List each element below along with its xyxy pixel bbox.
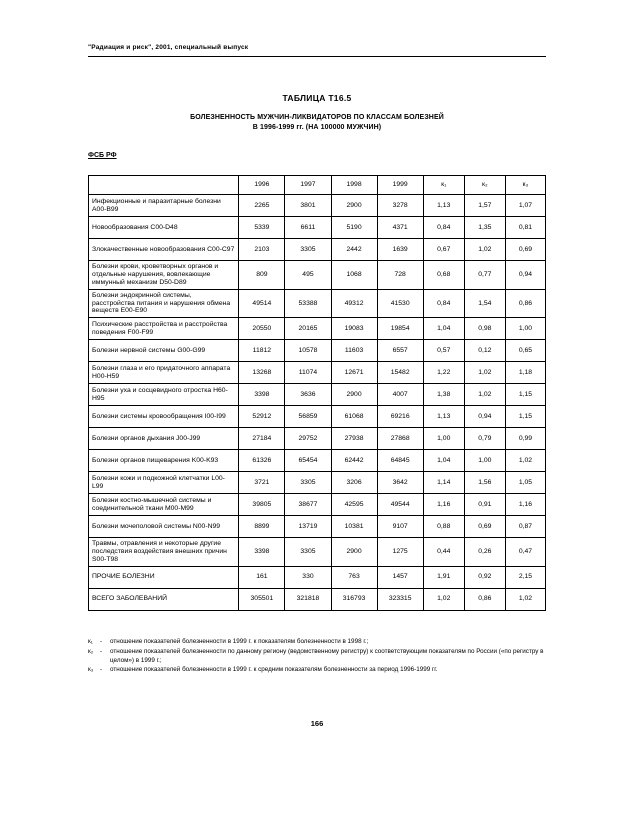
header-cell: 1999 [377, 176, 423, 195]
row-label: Болезни нервной системы G00-G99 [89, 340, 239, 362]
row-label: Болезни крови, кроветворных органов и отдельные нарушения, вовлекающие иммунный механизм D50-D89 [89, 261, 239, 290]
cell-value: 27938 [331, 428, 377, 450]
cell-value: 13719 [285, 516, 331, 538]
table-body [89, 195, 546, 611]
cell-value: 1,91 [423, 566, 464, 588]
cell-value: 3636 [285, 384, 331, 406]
table-row [89, 472, 546, 494]
table-row [89, 217, 546, 239]
cell-value: 1,13 [423, 195, 464, 217]
cell-value: 52912 [239, 406, 285, 428]
row-label: Болезни органов пищеварения K00-K93 [89, 450, 239, 472]
cell-value: 2900 [331, 195, 377, 217]
footnote [88, 648, 546, 666]
cell-value: 29752 [285, 428, 331, 450]
cell-value: 42595 [331, 494, 377, 516]
footnote-dash: - [100, 647, 103, 655]
table-row [89, 566, 546, 588]
cell-value: 0,94 [505, 261, 545, 290]
cell-value: 3801 [285, 195, 331, 217]
header-cell: 1996 [239, 176, 285, 195]
cell-value: 1,04 [423, 450, 464, 472]
cell-value: 6611 [285, 217, 331, 239]
table-header [89, 176, 546, 195]
cell-value: 20165 [285, 318, 331, 340]
cell-value: 2900 [331, 538, 377, 567]
footnote-marker: к₁ [88, 637, 93, 645]
cell-value: 5339 [239, 217, 285, 239]
cell-value: 1,14 [423, 472, 464, 494]
table-row [89, 340, 546, 362]
row-label: Болезни уха и сосцевидного отростка H60-H95 [89, 384, 239, 406]
footnote [88, 666, 546, 675]
cell-value: 10381 [331, 516, 377, 538]
cell-value: 15482 [377, 362, 423, 384]
cell-value: 0,84 [423, 289, 464, 318]
table-header-row [89, 176, 546, 195]
header-cell: 1997 [285, 176, 331, 195]
table-row [89, 384, 546, 406]
row-label: Болезни мочеполовой системы N00-N99 [89, 516, 239, 538]
table-row [89, 239, 546, 261]
cell-value: 27184 [239, 428, 285, 450]
cell-value: 0,99 [505, 428, 545, 450]
cell-value: 0,86 [505, 289, 545, 318]
cell-value: 53388 [285, 289, 331, 318]
cell-value: 0,87 [505, 516, 545, 538]
cell-value: 1,15 [505, 406, 545, 428]
cell-value: 38677 [285, 494, 331, 516]
cell-value: 3398 [239, 538, 285, 567]
cell-value: 41530 [377, 289, 423, 318]
header-cell-empty [89, 176, 239, 195]
document-page [88, 44, 546, 728]
page-number: 166 [310, 719, 324, 729]
cell-value: 1,15 [505, 384, 545, 406]
cell-value: 1275 [377, 538, 423, 567]
cell-value: 3206 [331, 472, 377, 494]
table-row [89, 428, 546, 450]
cell-value: 20550 [239, 318, 285, 340]
cell-value: 809 [239, 261, 285, 290]
cell-value: 61068 [331, 406, 377, 428]
cell-value: 0,68 [423, 261, 464, 290]
cell-value: 323315 [377, 588, 423, 610]
row-label: Психические расстройства и расстройства поведения F00-F99 [89, 318, 239, 340]
cell-value: 495 [285, 261, 331, 290]
cell-value: 61326 [239, 450, 285, 472]
row-label: Новообразования C00-D48 [89, 217, 239, 239]
cell-value: 0,57 [423, 340, 464, 362]
footnote-text: отношение показателей болезненности в 1999 г. к средним показателям болезненности за период 1996-1999 гг. [110, 666, 438, 674]
cell-value: 1,38 [423, 384, 464, 406]
table-title: ТАБЛИЦА Т16.5 [282, 93, 352, 103]
cell-value: 1457 [377, 566, 423, 588]
footnote [88, 638, 546, 647]
table-row [89, 494, 546, 516]
cell-value: 1,02 [505, 450, 545, 472]
cell-value: 1,13 [423, 406, 464, 428]
cell-value: 305501 [239, 588, 285, 610]
cell-value: 0,67 [423, 239, 464, 261]
cell-value: 11603 [331, 340, 377, 362]
cell-value: 330 [285, 566, 331, 588]
row-label: Болезни глаза и его придаточного аппарата H00-H59 [89, 362, 239, 384]
footnote-marker: к₃ [88, 666, 94, 674]
cell-value: 1,05 [505, 472, 545, 494]
cell-value: 0,98 [464, 318, 505, 340]
table-row [89, 289, 546, 318]
cell-value: 2103 [239, 239, 285, 261]
cell-value: 0,94 [464, 406, 505, 428]
cell-value: 1,02 [464, 362, 505, 384]
table-row [89, 261, 546, 290]
cell-value: 56859 [285, 406, 331, 428]
footnote-text: отношение показателей болезненности в 1999 г. к показателям болезненности в 1998 г.; [110, 637, 369, 645]
row-label: Болезни эндокринной системы, расстройства питания и нарушения обмена веществ E00-E90 [89, 289, 239, 318]
cell-value: 1,56 [464, 472, 505, 494]
footnote-text: отношение показателей болезненности по данному региону (ведомственному регистру) к соответствующим показателям по России («по регистру в целом») в 1999 г.; [110, 647, 544, 664]
cell-value: 0,65 [505, 340, 545, 362]
cell-value: 1,00 [423, 428, 464, 450]
row-label: Травмы, отравления и некоторые другие последствия воздействия внешних причин S00-T98 [89, 538, 239, 567]
cell-value: 1,16 [505, 494, 545, 516]
cell-value: 0,44 [423, 538, 464, 567]
cell-value: 728 [377, 261, 423, 290]
row-label: ВСЕГО ЗАБОЛЕВАНИЙ [89, 588, 239, 610]
row-label: Злокачественные новообразования C00-C97 [89, 239, 239, 261]
row-label: ПРОЧИЕ БОЛЕЗНИ [89, 566, 239, 588]
table-row [89, 318, 546, 340]
cell-value: 0,69 [505, 239, 545, 261]
cell-value: 1,02 [464, 384, 505, 406]
cell-value: 0,77 [464, 261, 505, 290]
cell-value: 19083 [331, 318, 377, 340]
cell-value: 3305 [285, 472, 331, 494]
cell-value: 9107 [377, 516, 423, 538]
table-row [89, 516, 546, 538]
cell-value: 161 [239, 566, 285, 588]
header-cell: к₁ [423, 176, 464, 195]
cell-value: 1,16 [423, 494, 464, 516]
cell-value: 0,81 [505, 217, 545, 239]
row-label: Болезни кожи и подкожной клетчатки L00-L99 [89, 472, 239, 494]
cell-value: 0,47 [505, 538, 545, 567]
cell-value: 27868 [377, 428, 423, 450]
cell-value: 39805 [239, 494, 285, 516]
cell-value: 0,12 [464, 340, 505, 362]
cell-value: 3305 [285, 239, 331, 261]
cell-value: 1,00 [464, 450, 505, 472]
cell-value: 0,69 [464, 516, 505, 538]
cell-value: 19854 [377, 318, 423, 340]
table-row [89, 450, 546, 472]
cell-value: 1,57 [464, 195, 505, 217]
cell-value: 0,88 [423, 516, 464, 538]
cell-value: 2265 [239, 195, 285, 217]
table-row [89, 195, 546, 217]
footnotes [88, 638, 546, 675]
cell-value: 8899 [239, 516, 285, 538]
footnote-marker: к₂ [88, 647, 94, 655]
cell-value: 3398 [239, 384, 285, 406]
table-row [89, 588, 546, 610]
cell-value: 1,02 [505, 588, 545, 610]
cell-value: 2900 [331, 384, 377, 406]
cell-value: 1,18 [505, 362, 545, 384]
header-cell: к₃ [505, 176, 545, 195]
running-header: "Радиация и риск", 2001, специальный выпуск [88, 44, 546, 57]
cell-value: 1068 [331, 261, 377, 290]
cell-value: 49514 [239, 289, 285, 318]
cell-value: 3642 [377, 472, 423, 494]
cell-value: 10578 [285, 340, 331, 362]
cell-value: 65454 [285, 450, 331, 472]
header-cell: к₂ [464, 176, 505, 195]
cell-value: 3305 [285, 538, 331, 567]
row-label: Инфекционные и паразитарные болезни A00-B99 [89, 195, 239, 217]
table-subtitle-line1: БОЛЕЗНЕННОСТЬ МУЖЧИН-ЛИКВИДАТОРОВ ПО КЛАССАМ БОЛЕЗНЕЙ [190, 114, 444, 121]
cell-value: 0,84 [423, 217, 464, 239]
cell-value: 1,22 [423, 362, 464, 384]
cell-value: 4371 [377, 217, 423, 239]
table-row [89, 538, 546, 567]
table-row [89, 362, 546, 384]
cell-value: 49312 [331, 289, 377, 318]
cell-value: 1639 [377, 239, 423, 261]
cell-value: 1,00 [505, 318, 545, 340]
cell-value: 0,92 [464, 566, 505, 588]
footnote-dash: - [100, 666, 103, 674]
cell-value: 11074 [285, 362, 331, 384]
cell-value: 5190 [331, 217, 377, 239]
cell-value: 1,54 [464, 289, 505, 318]
row-label: Болезни органов дыхания J00-J99 [89, 428, 239, 450]
cell-value: 1,02 [423, 588, 464, 610]
morbidity-table [88, 175, 546, 611]
cell-value: 62442 [331, 450, 377, 472]
header-cell: 1998 [331, 176, 377, 195]
cell-value: 321818 [285, 588, 331, 610]
org-label: ФСБ РФ [88, 152, 117, 159]
cell-value: 2,15 [505, 566, 545, 588]
cell-value: 1,35 [464, 217, 505, 239]
cell-value: 0,79 [464, 428, 505, 450]
cell-value: 1,07 [505, 195, 545, 217]
cell-value: 763 [331, 566, 377, 588]
cell-value: 4007 [377, 384, 423, 406]
row-label: Болезни костно-мышечной системы и соединительной ткани M00-M99 [89, 494, 239, 516]
cell-value: 0,86 [464, 588, 505, 610]
table-row [89, 406, 546, 428]
cell-value: 12671 [331, 362, 377, 384]
cell-value: 49544 [377, 494, 423, 516]
cell-value: 0,91 [464, 494, 505, 516]
cell-value: 1,04 [423, 318, 464, 340]
cell-value: 3721 [239, 472, 285, 494]
cell-value: 3278 [377, 195, 423, 217]
cell-value: 6557 [377, 340, 423, 362]
cell-value: 69216 [377, 406, 423, 428]
row-label: Болезни системы кровообращения I00-I99 [89, 406, 239, 428]
table-subtitle-line2: В 1996-1999 гг. (НА 100000 МУЖЧИН) [252, 124, 382, 131]
cell-value: 13268 [239, 362, 285, 384]
cell-value: 1,02 [464, 239, 505, 261]
cell-value: 316793 [331, 588, 377, 610]
footnote-dash: - [100, 637, 103, 645]
cell-value: 2442 [331, 239, 377, 261]
cell-value: 64845 [377, 450, 423, 472]
cell-value: 11812 [239, 340, 285, 362]
cell-value: 0,26 [464, 538, 505, 567]
